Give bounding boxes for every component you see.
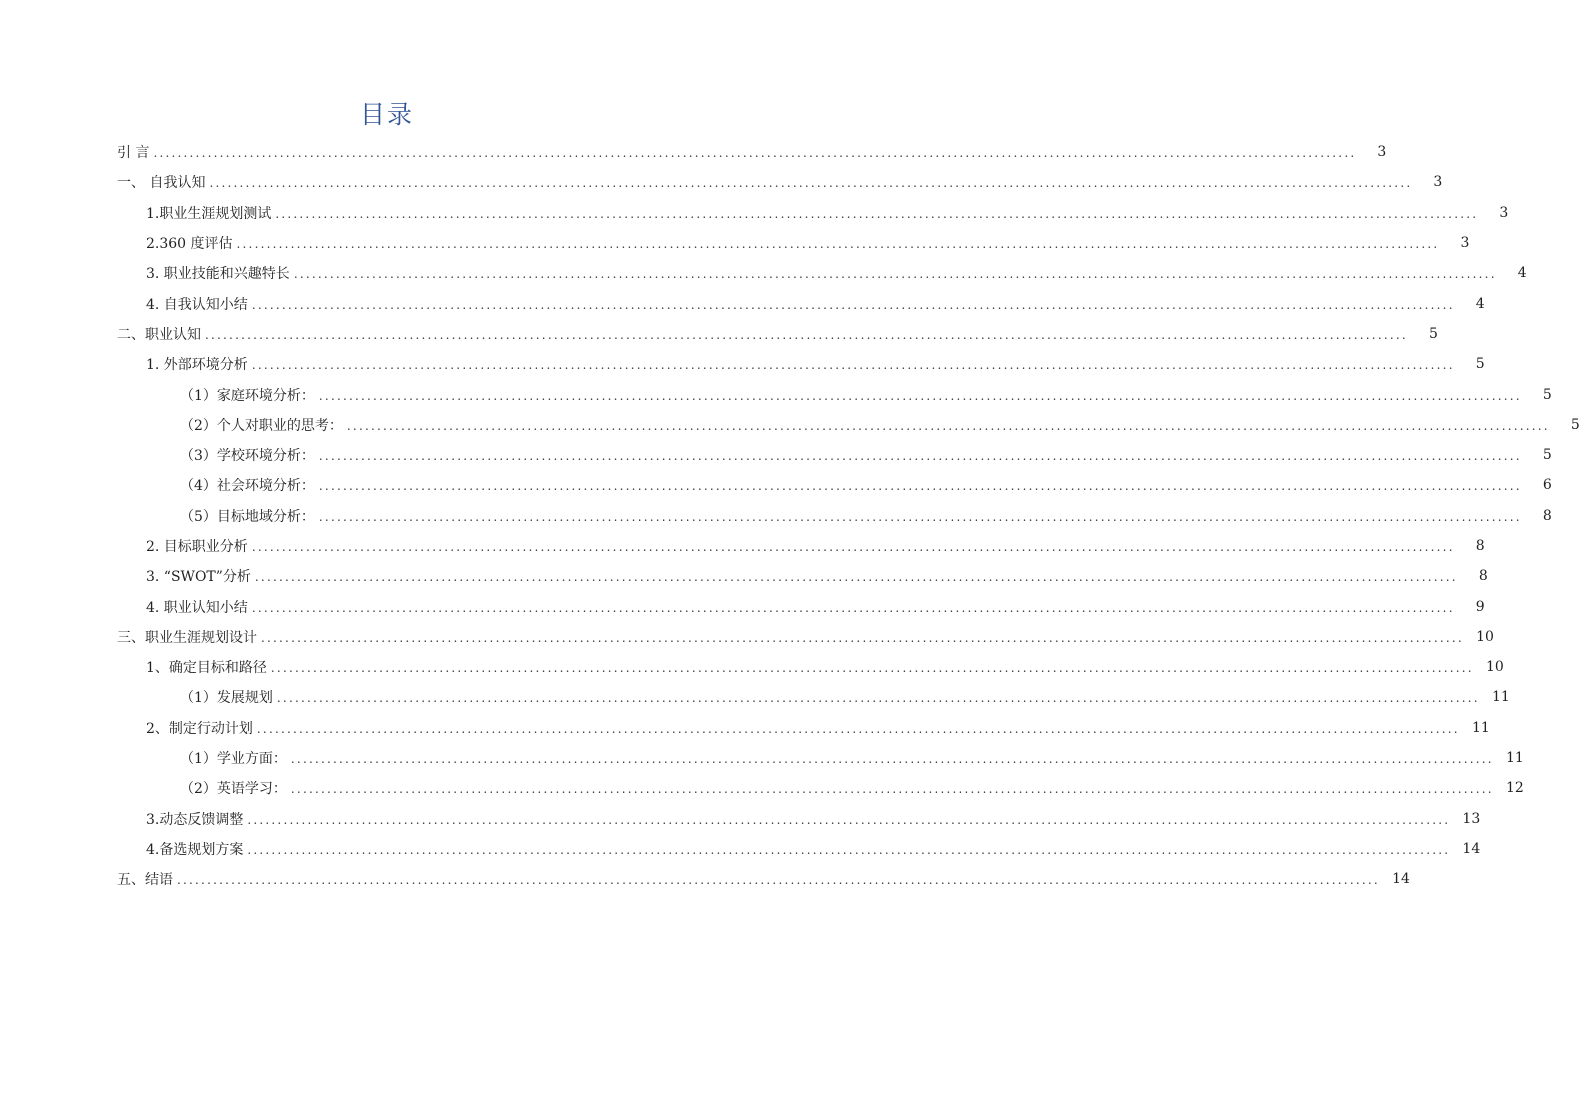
toc-entry-text: （2）英语学习：	[180, 781, 287, 798]
toc-dot-leader: ........................................................................................................................................................................................................	[251, 297, 1455, 312]
toc-entry-text: 3. 职业技能和兴趣特长	[146, 266, 290, 283]
toc-entry-text: （5）目标地域分析：	[180, 508, 315, 525]
toc-dot-leader: ........................................................................................................................................................................................................	[254, 570, 1458, 585]
toc-entry-text: 1.职业生涯规划测试	[146, 205, 272, 222]
toc-page-number: 8	[1475, 538, 1485, 554]
toc-dot-leader: ........................................................................................................................................................................................................	[261, 630, 1464, 645]
page-title: 目录	[359, 100, 414, 129]
toc-entry[interactable]	[0, 561, 1488, 591]
toc-entry[interactable]	[0, 258, 1527, 288]
toc-dot-leader: ........................................................................................................................................................................................................	[318, 388, 1522, 403]
toc-dot-leader: ........................................................................................................................................................................................................	[318, 479, 1522, 494]
toc-page-number: 5	[1570, 416, 1580, 433]
toc-dot-leader: ........................................................................................................................................................................................................	[346, 418, 1550, 433]
toc-entry[interactable]	[0, 591, 1485, 621]
toc-entry[interactable]	[0, 652, 1504, 682]
toc-page-number: 3	[1460, 235, 1470, 252]
toc-page-number: 13	[1462, 810, 1481, 827]
toc-dot-leader: ........................................................................................................................................................................................................	[247, 812, 1451, 827]
toc-entry[interactable]	[0, 622, 1494, 652]
toc-dot-leader: ........................................................................................................................................................................................................	[318, 509, 1522, 524]
toc-dot-leader: ........................................................................................................................................................................................................	[251, 358, 1455, 373]
toc-entry-text: （4）社会环境分析：	[180, 478, 315, 495]
toc-page-number: 11	[1491, 689, 1510, 706]
toc-page-number: 6	[1542, 477, 1552, 494]
toc-dot-leader: ........................................................................................................................................................................................................	[270, 661, 1474, 676]
toc-entry-text: 4. 自我认知小结	[146, 296, 248, 313]
toc-page-number: 12	[1505, 780, 1524, 797]
toc-entry-text: 2、制定行动计划	[146, 720, 253, 737]
toc-entry[interactable]	[0, 531, 1485, 561]
toc-page-number: 8	[1542, 507, 1552, 524]
toc-dot-leader: ........................................................................................................................................................................................................	[247, 842, 1451, 857]
toc-entry[interactable]	[0, 743, 1524, 773]
toc-dot-leader: ........................................................................................................................................................................................................	[177, 873, 1380, 888]
toc-entry-text: 三、职业生涯规划设计	[117, 629, 257, 646]
toc-dot-leader: ........................................................................................................................................................................................................	[209, 176, 1413, 191]
toc-entry-text: 1、确定目标和路径	[146, 660, 267, 677]
toc-page-number: 9	[1475, 598, 1485, 615]
toc-entry[interactable]	[0, 198, 1509, 228]
toc-dot-leader: ........................................................................................................................................................................................................	[205, 327, 1408, 342]
toc-entry[interactable]	[0, 167, 1443, 197]
toc-dot-leader: ........................................................................................................................................................................................................	[236, 237, 1440, 252]
toc-entry[interactable]	[0, 804, 1481, 834]
toc-dot-leader: ........................................................................................................................................................................................................	[251, 600, 1455, 615]
toc-page-number: 10	[1476, 628, 1494, 645]
toc-dot-leader: ........................................................................................................................................................................................................	[290, 782, 1494, 797]
toc-page-number: 8	[1478, 568, 1488, 585]
toc-page-number: 3	[1433, 174, 1443, 191]
toc-entry-text: 4. 职业认知小结	[146, 599, 248, 616]
toc-entry[interactable]	[0, 319, 1438, 349]
toc-dot-leader: ........................................................................................................................................................................................................	[251, 540, 1455, 554]
toc-dot-leader: ........................................................................................................................................................................................................	[293, 267, 1497, 282]
toc-page-number: 5	[1542, 386, 1552, 403]
toc-entry-text: 3. “SWOT”分析	[146, 569, 251, 586]
toc-dot-leader: ........................................................................................................................................................................................................	[153, 146, 1357, 161]
toc-entry-text: （1）发展规划	[180, 690, 273, 707]
toc-entry-text: 一、 自我认知	[117, 175, 206, 192]
toc-entry-text: 3.动态反馈调整	[146, 811, 244, 828]
toc-page-number: 4	[1517, 265, 1527, 282]
toc-entry[interactable]	[0, 834, 1481, 864]
toc-entry[interactable]	[0, 137, 1387, 167]
toc-page-number: 10	[1485, 659, 1504, 676]
toc-page-number: 4	[1475, 295, 1485, 312]
toc-page-number: 14	[1392, 871, 1410, 888]
toc-entry-text: （1）家庭环境分析：	[180, 387, 315, 404]
toc-entry-text: （3）学校环境分析：	[180, 448, 315, 465]
toc-entry-text: （1）学业方面：	[180, 751, 287, 768]
toc-entry[interactable]	[0, 440, 1552, 470]
toc-dot-leader: ........................................................................................................................................................................................................	[290, 752, 1494, 767]
toc-page-number: 5	[1542, 447, 1552, 464]
toc-entry[interactable]	[0, 682, 1510, 712]
toc-dot-leader: ........................................................................................................................................................................................................	[275, 206, 1479, 221]
toc-entry[interactable]	[0, 379, 1552, 409]
toc-list	[0, 137, 1580, 894]
toc-entry-text: 五、结语	[117, 872, 173, 889]
toc-entry-text: 1. 外部环境分析	[146, 357, 248, 374]
toc-page-number: 11	[1471, 719, 1490, 736]
toc-entry-text: 引 言	[117, 145, 150, 162]
toc-entry-text: 2. 目标职业分析	[146, 539, 248, 555]
toc-entry[interactable]	[0, 864, 1410, 894]
toc-page-number: 11	[1505, 750, 1524, 767]
toc-page-number: 5	[1475, 356, 1485, 373]
toc-entry-text: 2.360 度评估	[146, 236, 233, 253]
toc-page-number: 3	[1377, 144, 1387, 161]
toc-page-number: 3	[1499, 204, 1509, 221]
toc-entry[interactable]	[0, 501, 1552, 531]
toc-dot-leader: ........................................................................................................................................................................................................	[256, 721, 1460, 736]
toc-dot-leader: ........................................................................................................................................................................................................	[318, 449, 1522, 464]
toc-entry[interactable]	[0, 470, 1552, 500]
toc-entry[interactable]	[0, 773, 1524, 803]
toc-entry-text: （2）个人对职业的思考：	[180, 417, 343, 434]
toc-entry[interactable]	[0, 349, 1485, 379]
toc-entry[interactable]	[0, 228, 1470, 258]
toc-entry-text: 二、职业认知	[117, 326, 201, 343]
toc-entry-text: 4.备选规划方案	[146, 841, 244, 858]
toc-entry[interactable]	[0, 713, 1490, 743]
toc-entry[interactable]	[0, 410, 1580, 440]
toc-entry[interactable]	[0, 288, 1485, 318]
toc-dot-leader: ........................................................................................................................................................................................................	[276, 691, 1480, 706]
toc-page-number: 5	[1428, 325, 1438, 342]
toc-page-number: 14	[1462, 840, 1481, 857]
